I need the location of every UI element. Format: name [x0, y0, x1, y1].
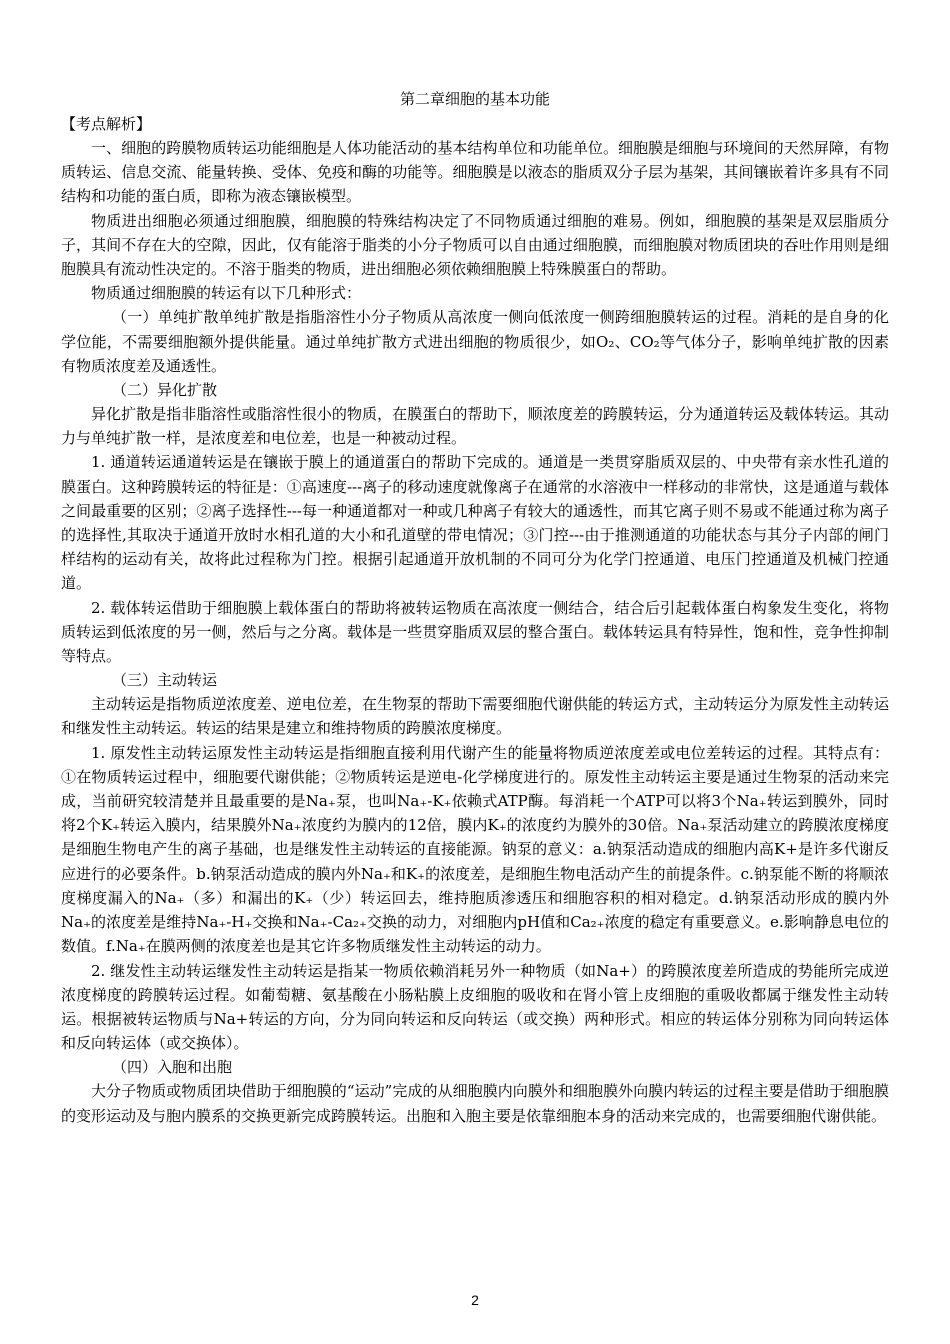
section-label: 【考点解析】: [61, 115, 152, 133]
paragraph-primary-active-transport: 1. 原发性主动转运原发性主动转运是指细胞直接利用代谢产生的能量将物质逆浓度差或电位差转运的过程。其特点有：①在物质转运过程中，细胞要代谢供能；②物质转运是逆电-化学梯度进行的。原发性主动转运主要是通过生物泵的活动来完成，当前研究较清楚并且最重要的是Na₊泵，也叫Na₊-K₊依赖式ATP酶。每消耗一个ATP可以将3个Na₊转运到膜外，同时将2个K₊转运入膜内，结果膜外Na₊浓度约为膜内的12倍，膜内K₊的浓度约为膜外的30倍。Na₊泵活动建立的跨膜浓度梯度是细胞生物电产生的离子基础，也是继发性主动转运的直接能源。钠泵的意义：a.钠泵活动造成的细胞内高K+是许多代谢反应进行的必要条件。b.钠泵活动造成的膜内外Na₊和K₊的浓度差，是细胞生物电活动产生的前提条件。c.钠泵能不断的将顺浓度梯度漏入的Na₊（多）和漏出的K₊（少）转运回去，维持胞质渗透压和细胞容积的相对稳定。d.钠泵活动形成的膜内外Na₊的浓度差是维持Na₊-H₊交换和Na₊-Ca₂₊交换的动力，对细胞内pH值和Ca₂₊浓度的稳定有重要意义。e.影响静息电位的数值。f.Na₊在膜两侧的浓度差也是其它许多物质继发性主动转运的动力。: [61, 743, 889, 956]
paragraph-endocytosis-exocytosis: 大分子物质或物质团块借助于细胞膜的“运动”完成的从细胞膜内向膜外和细胞膜外向膜内转运的过程主要是借助于细胞膜的变形运动及与胞内膜系的交换更新完成跨膜转运。出胞和入胞主要是依靠细胞本身的活动来完成的，也需要细胞代谢供能。: [61, 1082, 889, 1125]
paragraph-forms: 物质通过细胞膜的转运有以下几种形式：: [91, 284, 362, 303]
paragraph-carrier-transport: 2. 载体转运借助于细胞膜上载体蛋白的帮助将被转运物质在高浓度一侧结合，结合后引起载体蛋白构象发生变化，将物质转运到低浓度的另一侧，然后与之分离。载体是一些贯穿脂质双层的整合蛋白。载体转运具有特异性，饱和性，竞争性抑制等特点。: [61, 598, 889, 666]
paragraph-intro: 一、细胞的跨膜物质转运功能细胞是人体功能活动的基本结构单位和功能单位。细胞膜是细胞与环境间的天然屏障，有物质转运、信息交流、能量转换、受体、免疫和酶的功能等。细胞膜是以液态的脂质双分子层为基架，其间镶嵌着许多具有不同结构和功能的蛋白质，即称为液态镶嵌模型。: [61, 139, 889, 206]
paragraph-channel-transport: 1. 通道转运通道转运是在镶嵌于膜上的通道蛋白的帮助下完成的。通道是一类贯穿脂质双层的、中央带有亲水性孔道的膜蛋白。这种跨膜转运的特征是：①高速度---离子的移动速度就像离子在通常的水溶液中一样移动的非常快，这是通道与载体之间最重要的区别；②离子选择性---每一种通道都对一种或几种离子有较大的通透性，而其它离子则不易或不能通过称为离子的选择性,其取决于通道开放时水相孔道的大小和孔道壁的带电情况；③门控---由于推测通道的功能状态与其分子内部的闸门样结构的运动有关，故将此过程称为门控。根据引起通道开放机制的不同可分为化学门控通道、电压门控通道及机械门控通道。: [61, 453, 889, 593]
paragraph-facilitated-diffusion: 异化扩散是指非脂溶性或脂溶性很小的物质，在膜蛋白的帮助下，顺浓度差的跨膜转运，分为通道转运及载体转运。其动力与单纯扩散一样，是浓度差和电位差，也是一种被动过程。: [61, 405, 889, 448]
paragraph-membrane: 物质进出细胞必须通过细胞膜，细胞膜的特殊结构决定了不同物质通过细胞的难易。例如，细胞膜的基架是双层脂质分子，其间不存在大的空隙，因此，仅有能溶于脂类的小分子物质可以自由通过细胞膜，而细胞膜对物质团块的吞吐作用则是细胞膜具有流动性决定的。不溶于脂类的物质，进出细胞必须依赖细胞膜上特殊膜蛋白的帮助。: [61, 211, 889, 279]
paragraph-secondary-active-transport: 2. 继发性主动转运继发性主动转运是指某一物质依赖消耗另外一种物质（如Na+）的跨膜浓度差所造成的势能所完成逆浓度梯度的跨膜转运过程。如葡萄糖、氨基酸在小肠粘膜上皮细胞的吸收和在肾小管上皮细胞的重吸收都属于继发性主动转运。根据被转运物质与Na+转运的方向，分为同向转运和反向转运（或交换）两种形式。相应的转运体分别称为同向转运体和反向转运体（或交换体）。: [61, 961, 889, 1053]
heading-facilitated-diffusion: （二）异化扩散: [112, 381, 218, 400]
page-number: 2: [471, 1292, 479, 1308]
heading-endocytosis-exocytosis: （四）入胞和出胞: [112, 1058, 233, 1077]
document-page: [61, 88, 889, 1128]
chapter-title: 第二章细胞的基本功能: [399, 90, 550, 108]
paragraph-active-transport: 主动转运是指物质逆浓度差、逆电位差，在生物泵的帮助下需要细胞代谢供能的转运方式，主动转运分为原发性主动转运和继发性主动转运。转运的结果是建立和维持物质的跨膜浓度梯度。: [61, 695, 889, 738]
heading-active-transport: （三）主动转运: [112, 671, 218, 690]
paragraph-simple-diffusion: （一）单纯扩散单纯扩散是指脂溶性小分子物质从高浓度一侧向低浓度一侧跨细胞膜转运的过程。消耗的是自身的化学位能，不需要细胞额外提供能量。通过单纯扩散方式进出细胞的物质很少，如O₂、CO₂等气体分子，影响单纯扩散的因素有物质浓度差及通透性。: [61, 308, 889, 375]
